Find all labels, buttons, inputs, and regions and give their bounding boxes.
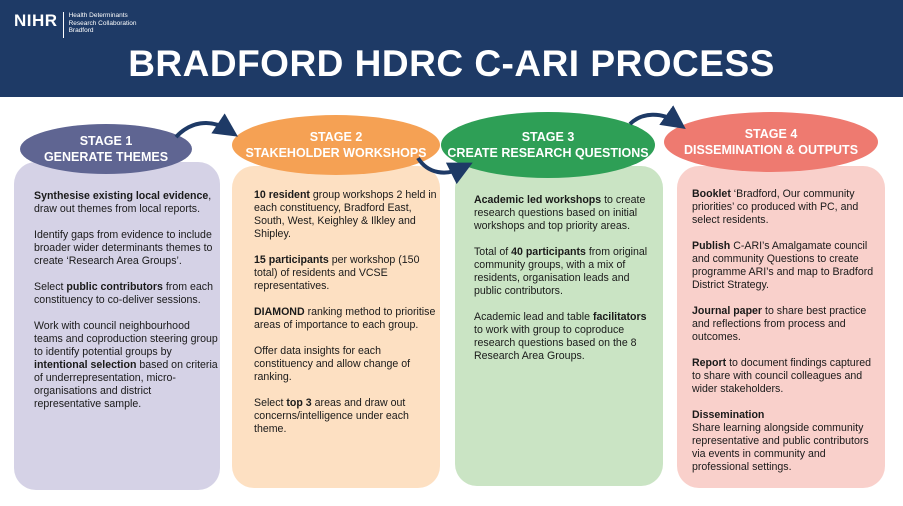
text-run: based on criteria of underrepresentation, micro-organisations and district representative sample.	[34, 359, 218, 410]
text-run: from each constituency to co-deliver sessions.	[34, 281, 213, 306]
bold-text: top 3	[286, 397, 312, 409]
text-run: Offer data insights for each constituency and allow change of ranking.	[254, 345, 411, 383]
text-run: per workshop (150 total) of residents and VCSE representatives.	[254, 254, 420, 292]
stage-number: STAGE 1	[79, 134, 133, 148]
bold-text: Academic led workshops	[474, 194, 602, 206]
page-title: BRADFORD HDRC C-ARI PROCESS	[128, 43, 775, 84]
bold-text: facilitators	[592, 311, 647, 323]
bold-text: public contributors	[66, 281, 163, 293]
text-run: Select	[254, 397, 287, 409]
bold-text: intentional selection	[34, 359, 137, 371]
stage-number: STAGE 3	[521, 130, 575, 144]
bold-text: 15 participants	[254, 254, 329, 266]
arrow-stage2-to-stage3	[418, 158, 462, 173]
text-run: ranking method to prioritise areas of importance to each group.	[254, 306, 436, 331]
text-run: Total of	[474, 246, 512, 258]
stage-title: DISSEMINATION & OUTPUTS	[683, 143, 859, 157]
stage-title: GENERATE THEMES	[43, 150, 169, 164]
text-run: areas and draw out concerns/intelligence under each theme.	[254, 397, 409, 435]
bold-text: 10 resident	[254, 189, 310, 201]
logo-line: Bradford	[68, 27, 94, 34]
text-run: to document findings captured to share with council colleagues and wider stakeholders.	[692, 357, 872, 395]
bold-text: Journal paper	[692, 305, 763, 317]
text-run: group workshops 2 held in each constituency, Bradford East, South, West, Keighley & Ilkley and Shipley.	[254, 189, 437, 240]
bold-text: Dissemination	[692, 409, 765, 421]
text-run: to create research questions based on initial workshops and top priority areas.	[474, 194, 646, 232]
logo-line: Research Collaboration	[68, 19, 137, 27]
bold-text: DIAMOND	[254, 306, 305, 318]
text-run: to share best practice and reflections from process and outcomes.	[692, 305, 867, 343]
stage-number: STAGE 4	[744, 127, 798, 141]
arrow-stage1-to-stage2	[176, 123, 228, 137]
stage-title: CREATE RESEARCH QUESTIONS	[447, 146, 649, 160]
bold-text: Booklet	[692, 188, 731, 200]
text-run: Work with council neighbourhood teams and coproduction steering group to identify potential groups by	[34, 320, 218, 358]
text-run: Share learning alongside community representative and public contributors via events in community and professional settings.	[692, 422, 869, 473]
bold-text: Publish	[692, 240, 731, 252]
logo-mark: NIHR	[14, 11, 58, 30]
text-run: ‘Bradford, Our community priorities’ co produced with PC, and select residents.	[692, 188, 859, 226]
text-run: , draw out themes from local reports.	[34, 190, 212, 215]
bold-text: 40 participants	[511, 246, 586, 258]
text-run: C-ARI’s Amalgamate council and community Questions to create programme ARI’s and map to Bradford District Strategy.	[692, 240, 874, 291]
text-run: Academic lead and table	[474, 311, 593, 323]
bold-text: Synthesise existing local evidence	[34, 190, 209, 202]
stage-number: STAGE 2	[309, 130, 363, 144]
logo-line: Health Determinants	[68, 12, 128, 19]
arrow-stage3-to-stage4	[630, 115, 676, 124]
text-run: Identify gaps from evidence to include broader wider determinants themes to create ‘Research Area Groups’.	[34, 229, 213, 267]
stage-title: STAKEHOLDER WORKSHOPS	[245, 146, 427, 160]
bold-text: Report	[692, 357, 727, 369]
text-run: from original community groups, with a mix of residents, organisation leads and public contributors.	[474, 246, 648, 297]
text-run: to work with group to coproduce research questions based on the 8 Research Area Groups.	[474, 324, 637, 362]
text-run: Select	[34, 281, 67, 293]
